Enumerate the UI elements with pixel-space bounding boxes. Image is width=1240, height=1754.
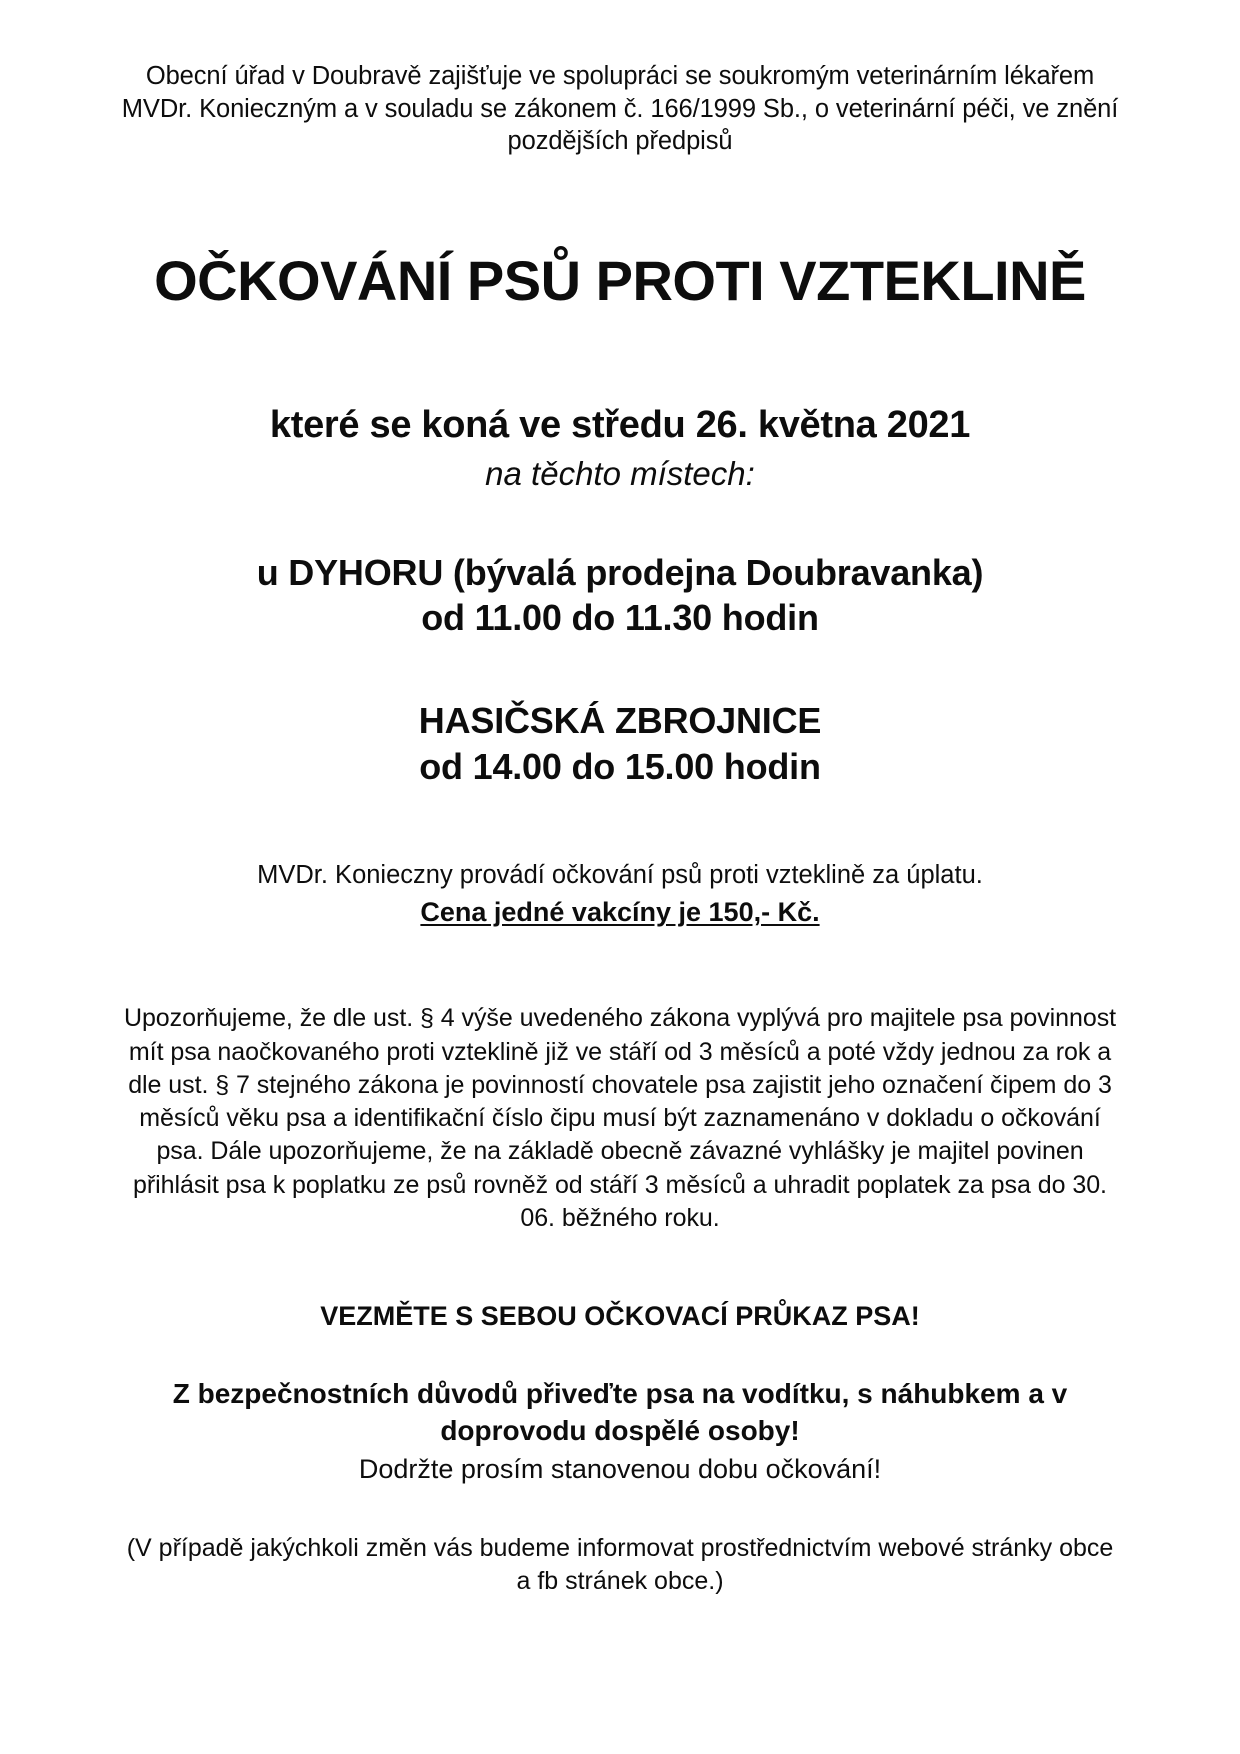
page-title: OČKOVÁNÍ PSŮ PROTI VZTEKLINĚ: [154, 248, 1086, 312]
list-item: [120, 550, 1120, 641]
document-content: [120, 0, 1120, 1598]
list-item: [120, 698, 1120, 789]
notice-passport: VEZMĚTE S SEBOU OČKOVACÍ PRŮKAZ PSA!: [320, 1301, 920, 1332]
notice-safety: Z bezpečnostních důvodů přiveďte psa na vodítku, s náhubkem a v doprovodu dospělé osoby!: [172, 1378, 1068, 1447]
location-name: u DYHORU (bývalá prodejna Doubravanka): [256, 551, 984, 593]
notice-schedule: Dodržte prosím stanovenou dobu očkování!: [358, 1454, 882, 1485]
footnote-text: (V případě jakýchkoli změn vás budeme informovat prostřednictvím webové stránky obce a fb stránek obce.): [126, 1533, 1114, 1595]
event-date: které se koná ve středu 26. května 2021: [269, 404, 971, 447]
location-time: od 11.00 do 11.30 hodin: [421, 597, 819, 639]
price-intro-text: MVDr. Konieczny provádí očkování psů proti vzteklině za úplatu.: [257, 861, 983, 890]
places-subheading: na těchto místech:: [485, 455, 755, 493]
locations-spacer: [120, 640, 1120, 698]
legal-paragraph: Upozorňujeme, že dle ust. § 4 výše uvedeného zákona vyplývá pro majitele psa povinnost mít psa naočkovaného proti vzteklině již ve stáří od 3 měsíců a poté vždy jednou za rok a dle ust. § 7 stejného zákona je povinností chovatele psa zajistit jeho označení čipem do 3 měsíců věku psa a identifikační číslo čipu musí být zaznamenáno v dokladu o očkování psa. Dále upozorňujeme, že na základě obecně závazné vyhlášky je majitel povinen přihlásit psa k poplatku ze psů rovněž od stáří 3 měsíců a uhradit poplatek za psa do 30. 06. běžného roku.: [123, 1004, 1117, 1232]
date-block: [120, 404, 1120, 493]
locations-list: [120, 550, 1120, 789]
price-amount-text: Cena jedné vakcíny je 150,- Kč.: [420, 897, 820, 928]
location-name: HASIČSKÁ ZBROJNICE: [418, 700, 822, 742]
price-block: [120, 859, 1120, 930]
location-time: od 14.00 do 15.00 hodin: [419, 745, 821, 787]
intro-paragraph: Obecní úřad v Doubravě zajišťuje ve spolupráci se soukromým veterinárním lékařem MVDr. Konieczným a v souladu se zákonem č. 166/1999 Sb., o veterinární péči, ve znění pozdějších předpisů: [121, 62, 1119, 156]
